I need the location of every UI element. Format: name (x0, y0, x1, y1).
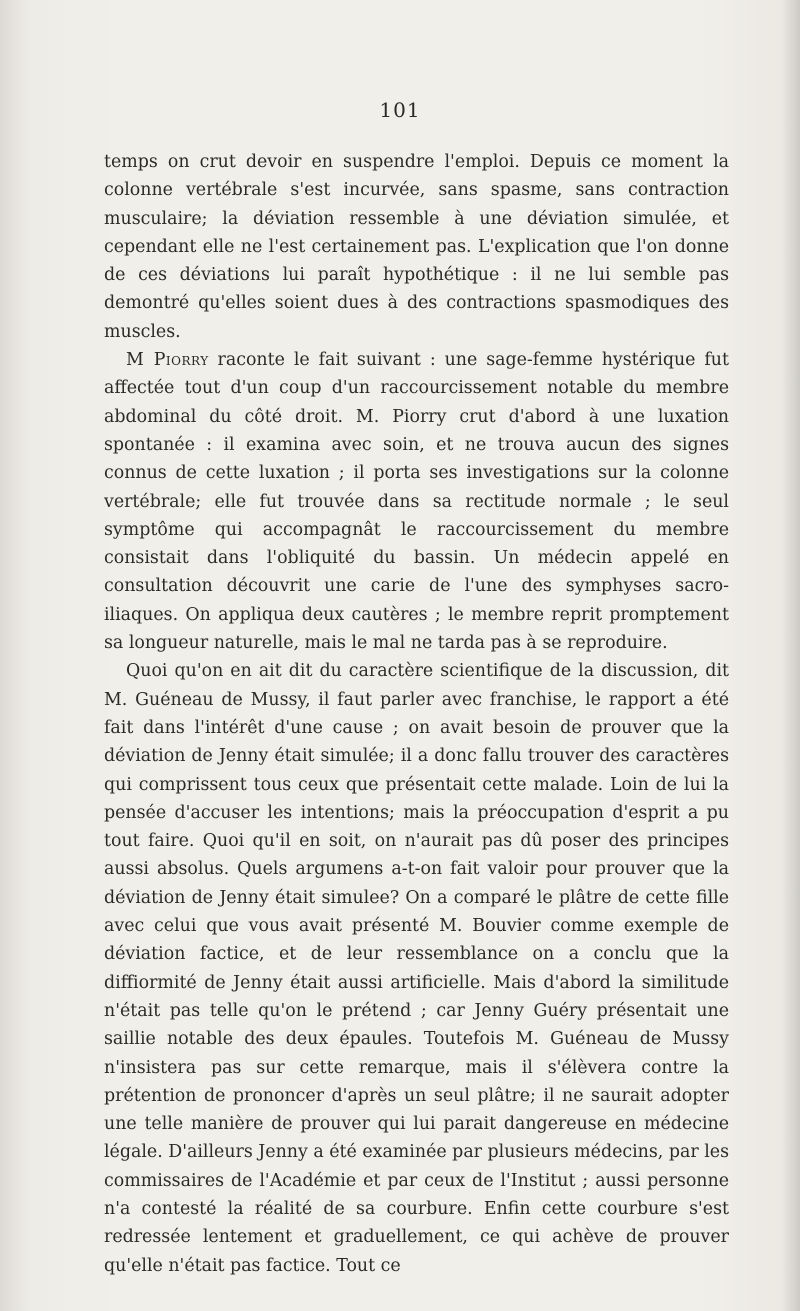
paragraph-2-lead: M Piorry (126, 350, 209, 371)
body-text (104, 148, 729, 1280)
paragraph-2 (104, 346, 729, 657)
paragraph-3: Quoi qu'on en ait dit du caractère scientifique de la discussion, dit M. Guéneau de Mussy, il faut parler avec franchise, le rapport a été fait dans l'intérêt d'une cause ; on avait besoin de prouver que la déviation de Jenny était simulée; il a donc fallu trouver des caractères qui comprissent tous ceux que présentait cette malade. Loin de lui la pensée d'accuser les intentions; mais la préoccupation d'esprit a pu tout faire. Quoi qu'il en soit, on n'aurait pas dû poser des principes aussi absolus. Quels argumens a-t-on fait valoir pour prouver que la déviation de Jenny était simulee? On a comparé le plâtre de cette fille avec celui que vous avait présenté M. Bouvier comme exemple de déviation factice, et de leur ressemblance on a conclu que la diffiormité de Jenny était aussi artificielle. Mais d'abord la similitude n'était pas telle qu'on le prétend ; car Jenny Guéry présentait une saillie notable des deux épaules. Toutefois M. Guéneau de Mussy n'insistera pas sur cette remarque, mais il s'élèvera contre la prétention de prononcer d'après un seul plâtre; il ne saurait adopter une telle manière de prouver qui lui parait dangereuse en médecine légale. D'ailleurs Jenny a été examinée par plusieurs médecins, par les commissaires de l'Académie et par ceux de l'Institut ; aussi personne n'a contesté la réalité de sa courbure. Enfin cette courbure s'est redressée lentement et graduellement, ce qui achève de prouver qu'elle n'était pas factice. Tout ce (104, 661, 729, 1276)
page-number: 101 (379, 98, 421, 122)
paragraph-1: temps on crut devoir en suspendre l'emploi. Depuis ce moment la colonne vertébrale s'est incurvée, sans spasme, sans contraction musculaire; la déviation ressemble à une déviation simulée, et cependant elle ne l'est certainement pas. L'explication que l'on donne de ces déviations lui paraît hypothétique : il ne lui semble pas demontré qu'elles soient dues à des contractions spasmodiques des muscles. (104, 152, 729, 342)
paragraph-2-text: raconte le fait suivant : une sage-femme hystérique fut affectée tout d'un coup d'un raccourcissement notable du membre abdominal du côté droit. M. Piorry crut d'abord à une luxation spontanée : il examina avec soin, et ne trouva aucun des signes connus de cette luxation ; il porta ses investigations sur la colonne vertébrale; elle fut trouvée dans sa rectitude normale ; le seul symptôme qui accompagnât le raccourcissement du membre consistait dans l'obliquité du bassin. Un médecin appelé en consultation découvrit une carie de l'une des symphyses sacro-iliaques. On appliqua deux cautères ; le membre reprit promptement sa longueur naturelle, mais le mal ne tarda pas à se reproduire. (104, 350, 729, 654)
page-fold-shadow (782, 0, 800, 1311)
